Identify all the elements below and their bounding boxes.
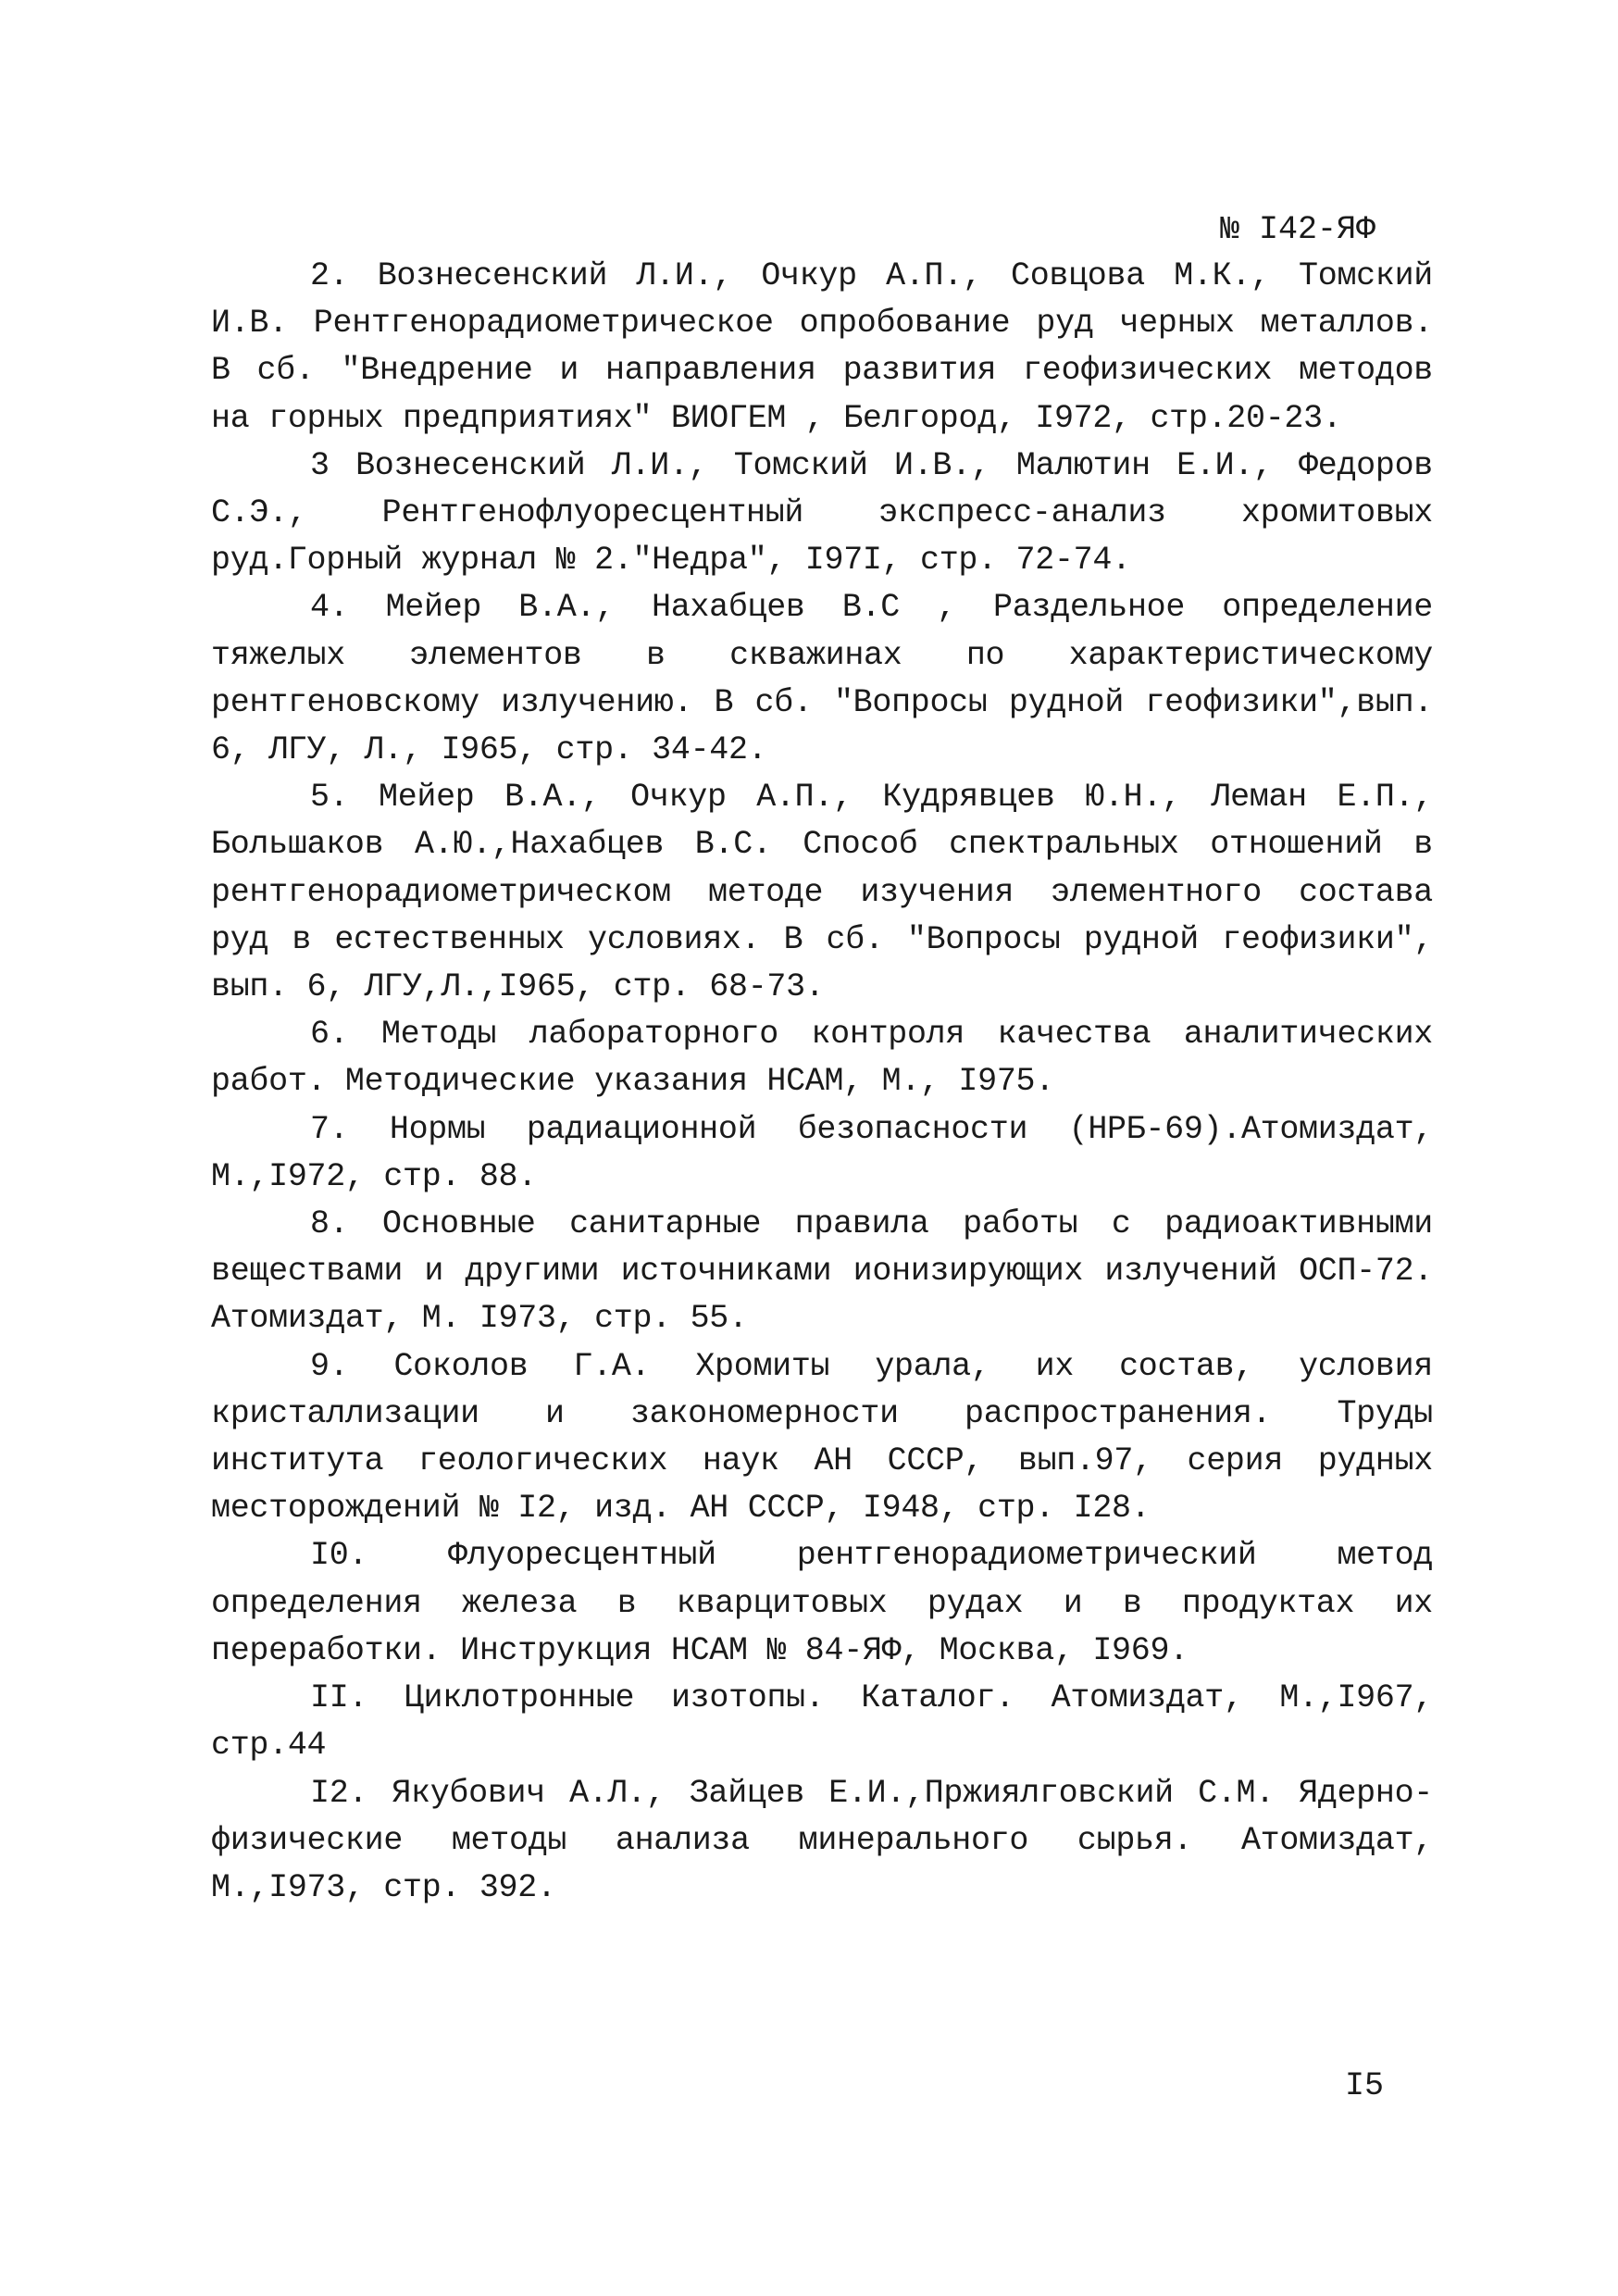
reference-item-12: I2. Якубович А.Л., Зайцев Е.И.,Пржиялговский С.М. Ядерно-физические методы анализа минерального сырья. Атомиздат, М.,I973, стр. 392. (211, 1774, 1433, 1906)
reference-item-7: 7. Нормы радиационной безопасности (НРБ-69).Атомиздат, М.,I972, стр. 88. (211, 1110, 1433, 1195)
page-number: I5 (1344, 2067, 1384, 2104)
reference-item-8: 8. Основные санитарные правила работы с радиоактивными веществами и другими источниками ионизирующих излучений ОСП-72. Атомиздат, М. I973, стр. 55. (211, 1205, 1433, 1338)
reference-item-10: I0. Флуоресцентный рентгенорадиометрический метод определения железа в кварцитовых рудах и в продуктах их переработки. Инструкция НСАМ № 84-ЯФ, Москва, I969. (211, 1537, 1433, 1669)
reference-item-3: 3 Вознесенский Л.И., Томский И.В., Малютин Е.И., Федоров С.Э., Рентгенофлуоресцентный экспресс-анализ хромитовых руд.Горный журнал № 2."Недра", I97I, стр. 72-74. (211, 446, 1433, 580)
reference-item-6: 6. Методы лабораторного контроля качества аналитических работ. Методические указания НСАМ, М., I975. (211, 1016, 1433, 1101)
reference-item-5: 5. Мейер В.А., Очкур А.П., Кудрявцев Ю.Н., Леман Е.П., Большаков А.Ю.,Нахабцев В.С. Способ спектральных отношений в рентгенорадиометрическом методе изучения элементного состава руд в естественных условиях. В сб. "Вопросы рудной геофизики", вып. 6, ЛГУ,Л.,I965, стр. 68-73. (211, 779, 1433, 1006)
document-number: № I42-ЯФ (1219, 211, 1375, 248)
reference-item-2: 2. Вознесенский Л.И., Очкур А.П., Совцова М.К., Томский И.В. Рентгенорадиометрическое опробование руд черных металлов. В сб. "Внедрение и направления развития геофизических методов на горных предприятиях" ВИОГЕМ , Белгород, I972, стр.20-23. (211, 257, 1433, 437)
reference-item-4: 4. Мейер В.А., Нахабцев В.С , Раздельное определение тяжелых элементов в скважинах по характеристическому рентгеновскому излучению. В сб. "Вопросы рудной геофизики",вып. 6, ЛГУ, Л., I965, стр. 34-42. (211, 589, 1433, 769)
reference-list (211, 253, 1433, 1912)
reference-item-9: 9. Соколов Г.А. Хромиты урала, их состав, условия кристаллизации и закономерности распространения. Труды института геологических наук АН СССР, вып.97, серия рудных месторождений № I2, изд. АН СССР, I948, стр. I28. (211, 1347, 1433, 1528)
reference-item-11: II. Циклотронные изотопы. Каталог. Атомиздат, М.,I967, стр.44 (211, 1679, 1433, 1765)
